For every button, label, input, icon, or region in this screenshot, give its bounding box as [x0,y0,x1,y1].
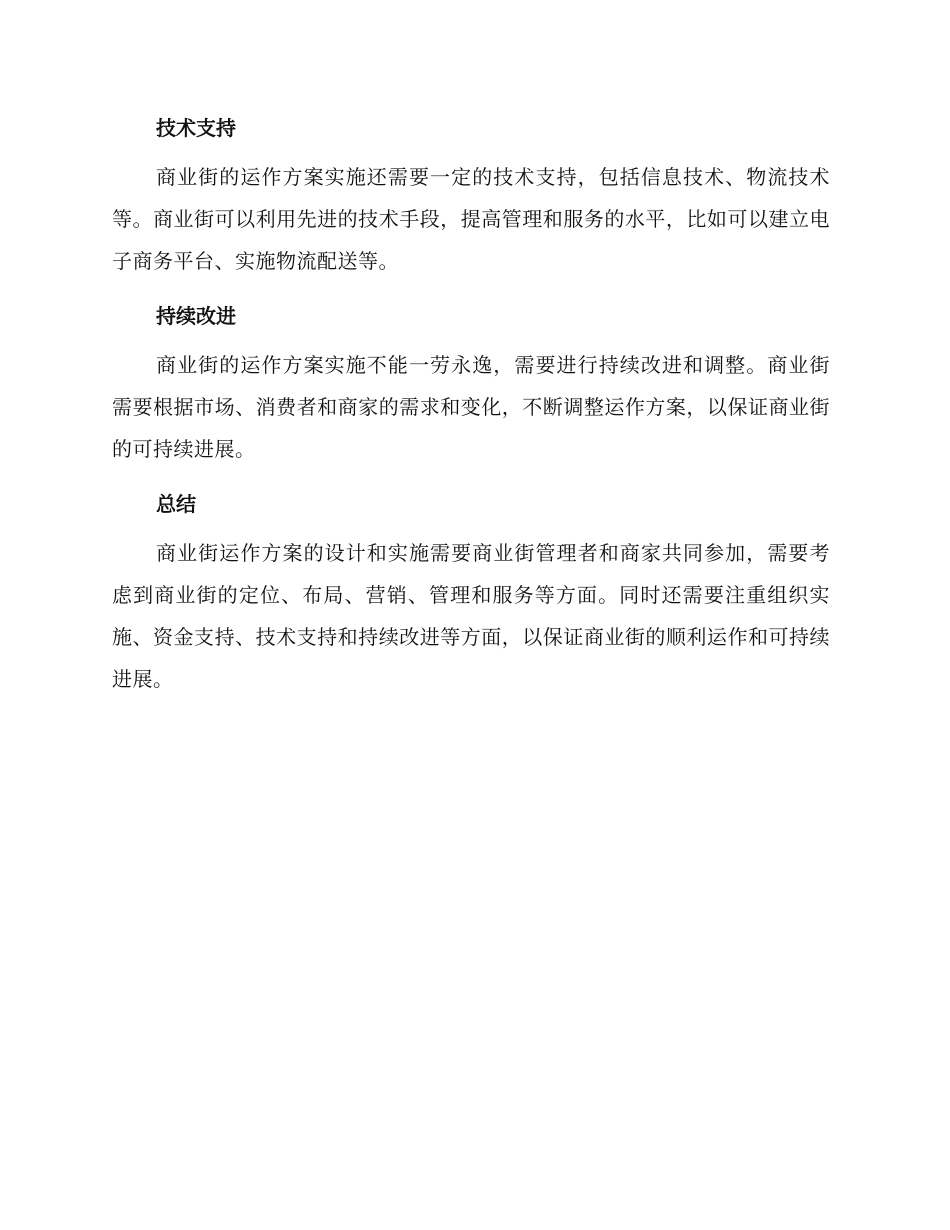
section-paragraph-continuous-improvement: 商业街的运作方案实施不能一劳永逸，需要进行持续改进和调整。商业街需要根据市场、消费者和商家的需求和变化，不断调整运作方案，以保证商业街的可持续进展。 [112,353,830,461]
section-heading-continuous-improvement: 持续改进 [156,304,236,328]
section-paragraph-summary: 商业街运作方案的设计和实施需要商业街管理者和商家共同参加，需要考虑到商业街的定位、布局、营销、管理和服务等方面。同时还需要注重组织实施、资金支持、技术支持和持续改进等方面，以保证商业街的顺利运作和可持续进展。 [112,541,830,691]
section-heading-tech-support: 技术支持 [156,116,236,140]
section-paragraph-tech-support: 商业街的运作方案实施还需要一定的技术支持，包括信息技术、物流技术等。商业街可以利用先进的技术手段，提高管理和服务的水平，比如可以建立电子商务平台、实施物流配送等。 [112,165,830,273]
section-heading-summary: 总结 [156,492,196,516]
document-page [112,108,830,714]
